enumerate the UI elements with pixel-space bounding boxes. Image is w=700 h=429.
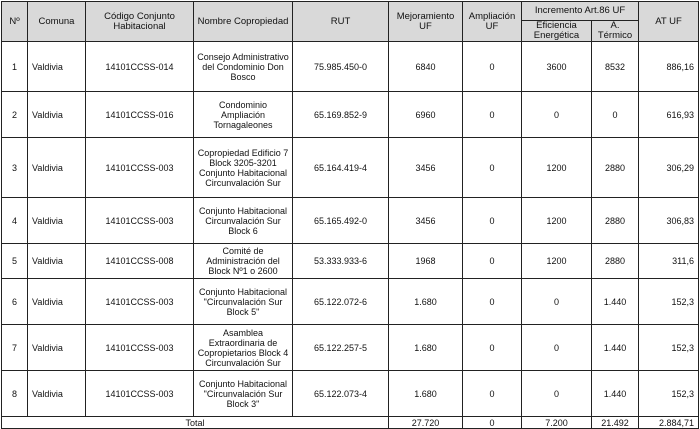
cell-nombre: Comité de Administración del Block Nº1 o 2600 (194, 244, 293, 279)
cell-num: 1 (2, 42, 28, 92)
cell-termico: 0 (592, 92, 639, 138)
cell-comuna: Valdivia (28, 42, 86, 92)
header-ampliacion: Ampliación UF (463, 2, 522, 42)
cell-rut: 75.985.450-0 (293, 42, 389, 92)
table-row (2, 138, 699, 198)
header-eficiencia: Eficiencia Energética (522, 21, 592, 42)
cell-at: 152,3 (639, 325, 699, 371)
cell-ampliacion: 0 (463, 279, 522, 325)
cell-ampliacion: 0 (463, 138, 522, 198)
table-row (2, 92, 699, 138)
cell-ampliacion: 0 (463, 42, 522, 92)
table-row (2, 279, 699, 325)
cell-codigo: 14101CCSS-014 (86, 42, 194, 92)
cell-termico: 2880 (592, 198, 639, 244)
cell-termico: 1.440 (592, 325, 639, 371)
cell-num: 6 (2, 279, 28, 325)
total-eficiencia: 7.200 (522, 417, 592, 429)
cell-eficiencia: 1200 (522, 198, 592, 244)
cell-eficiencia: 0 (522, 92, 592, 138)
cell-comuna: Valdivia (28, 198, 86, 244)
cell-rut: 65.122.072-6 (293, 279, 389, 325)
cell-comuna: Valdivia (28, 279, 86, 325)
cell-ampliacion: 0 (463, 371, 522, 417)
header-num: Nº (2, 2, 28, 42)
table-row (2, 198, 699, 244)
table-row (2, 244, 699, 279)
totals-row (2, 417, 699, 429)
cell-rut: 65.122.257-5 (293, 325, 389, 371)
cell-codigo: 14101CCSS-016 (86, 92, 194, 138)
cell-rut: 65.164.419-4 (293, 138, 389, 198)
cell-codigo: 14101CCSS-003 (86, 371, 194, 417)
cell-nombre: Consejo Administrativo del Condominio Don Bosco (194, 42, 293, 92)
cell-rut: 65.169.852-9 (293, 92, 389, 138)
cell-comuna: Valdivia (28, 244, 86, 279)
header-termico: A. Térmico (592, 21, 639, 42)
table-row (2, 42, 699, 92)
header-mejoramiento: Mejoramiento UF (389, 2, 463, 42)
cell-termico: 2880 (592, 138, 639, 198)
cell-codigo: 14101CCSS-003 (86, 138, 194, 198)
cell-at: 306,29 (639, 138, 699, 198)
header-nombre: Nombre Copropiedad (194, 2, 293, 42)
subsidy-table (1, 1, 699, 429)
cell-comuna: Valdivia (28, 92, 86, 138)
cell-codigo: 14101CCSS-003 (86, 279, 194, 325)
totals-label: Total (2, 417, 389, 429)
cell-rut: 65.122.073-4 (293, 371, 389, 417)
header-comuna: Comuna (28, 2, 86, 42)
cell-num: 3 (2, 138, 28, 198)
cell-nombre: Conjunto Habitacional "Circunvalación Sur Block 5" (194, 279, 293, 325)
cell-num: 8 (2, 371, 28, 417)
header-at: AT UF (639, 2, 699, 42)
cell-eficiencia: 0 (522, 325, 592, 371)
cell-mejoramiento: 6960 (389, 92, 463, 138)
cell-mejoramiento: 1968 (389, 244, 463, 279)
header-codigo: Código Conjunto Habitacional (86, 2, 194, 42)
cell-codigo: 14101CCSS-003 (86, 325, 194, 371)
cell-num: 2 (2, 92, 28, 138)
total-termico: 21.492 (592, 417, 639, 429)
cell-at: 886,16 (639, 42, 699, 92)
cell-eficiencia: 1200 (522, 244, 592, 279)
cell-mejoramiento: 6840 (389, 42, 463, 92)
cell-at: 616,93 (639, 92, 699, 138)
total-mejoramiento: 27.720 (389, 417, 463, 429)
cell-at: 306,83 (639, 198, 699, 244)
cell-mejoramiento: 1.680 (389, 371, 463, 417)
cell-nombre: Conjunto Habitacional "Circunvalación Sur Block 3" (194, 371, 293, 417)
cell-mejoramiento: 1.680 (389, 279, 463, 325)
cell-termico: 1.440 (592, 371, 639, 417)
cell-mejoramiento: 3456 (389, 198, 463, 244)
cell-comuna: Valdivia (28, 138, 86, 198)
cell-at: 152,3 (639, 279, 699, 325)
header-row (2, 2, 699, 21)
header-rut: RUT (293, 2, 389, 42)
total-at: 2.884,71 (639, 417, 699, 429)
cell-nombre: Copropiedad Edificio 7 Block 3205-3201 Conjunto Habitacional Circunvalación Sur (194, 138, 293, 198)
table-row (2, 325, 699, 371)
cell-ampliacion: 0 (463, 92, 522, 138)
table-row (2, 371, 699, 417)
cell-eficiencia: 0 (522, 279, 592, 325)
total-ampliacion: 0 (463, 417, 522, 429)
cell-nombre: Asamblea Extraordinaria de Copropietarios Block 4 Circunvalación Sur (194, 325, 293, 371)
cell-rut: 65.165.492-0 (293, 198, 389, 244)
cell-codigo: 14101CCSS-003 (86, 198, 194, 244)
header-incremento: Incremento Art.86 UF (522, 2, 639, 21)
cell-mejoramiento: 3456 (389, 138, 463, 198)
cell-eficiencia: 1200 (522, 138, 592, 198)
cell-termico: 1.440 (592, 279, 639, 325)
cell-ampliacion: 0 (463, 198, 522, 244)
cell-comuna: Valdivia (28, 325, 86, 371)
cell-ampliacion: 0 (463, 325, 522, 371)
cell-num: 4 (2, 198, 28, 244)
cell-num: 5 (2, 244, 28, 279)
cell-eficiencia: 3600 (522, 42, 592, 92)
cell-num: 7 (2, 325, 28, 371)
cell-rut: 53.333.933-6 (293, 244, 389, 279)
cell-mejoramiento: 1.680 (389, 325, 463, 371)
cell-termico: 8532 (592, 42, 639, 92)
cell-nombre: Conjunto Habitacional Circunvalación Sur Block 6 (194, 198, 293, 244)
cell-at: 311,6 (639, 244, 699, 279)
cell-eficiencia: 0 (522, 371, 592, 417)
cell-at: 152,3 (639, 371, 699, 417)
cell-comuna: Valdivia (28, 371, 86, 417)
cell-ampliacion: 0 (463, 244, 522, 279)
cell-termico: 2880 (592, 244, 639, 279)
cell-codigo: 14101CCSS-008 (86, 244, 194, 279)
cell-nombre: Condominio Ampliación Tornagaleones (194, 92, 293, 138)
